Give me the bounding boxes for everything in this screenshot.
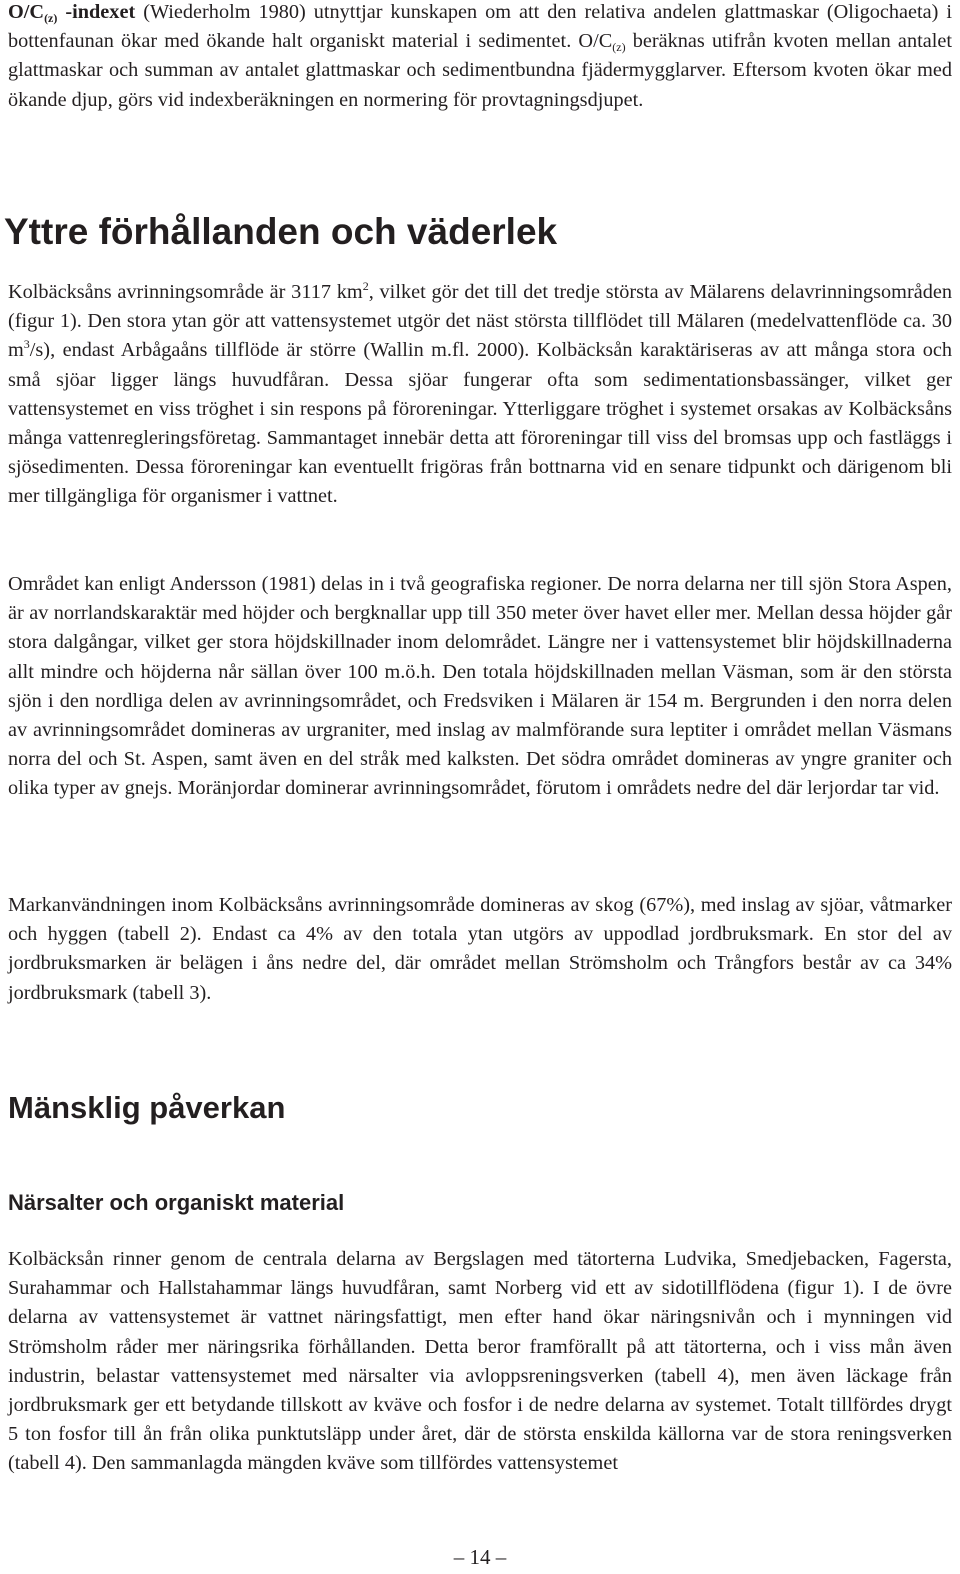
geographic-regions-paragraph: Området kan enligt Andersson (1981) delas in i två geografiska regioner. De norra delarna ner till sjön Stora Aspen, är av norrlandskaraktär med höjder och bergknallar upp till 350 meter över havet eller mer. Mellan dessa höjder går stora dalgångar, vilket ger stora höjdskillnader inom delområdet. Längre ner i vattensystemet blir höjdskillnaderna allt mindre och höjderna når sällan över 100 m.ö.h. Den totala höjdskillnaden mellan Väsman, som är den största sjön i den nordliga delen av avrinningsområdet, och Fredsviken i Mälaren är 154 m. Bergrunden i den norra delen av avrinningsområdet domineras av urgraniter, med inslag av malmförande sura leptiter i området mellan Väsmans norra del och St. Aspen, samt även en del stråk med kalksten. Det södra området domineras av yngre graniter och olika typer av gnejs. Moränjordar dominerar avrinningsområdet, förutom i områdets nedre del där lerjordar tar vid. — [8, 573, 952, 800]
page-number: – 14 – — [453, 1545, 507, 1569]
land-use-paragraph: Markanvändningen inom Kolbäcksåns avrinningsområde domineras av skog (67%), med inslag av sjöar, våtmarker och hyggen (tabell 2). Endast ca 4% av den totala ytan utgörs av uppodlad jordbruksmark. En stor del av jordbruksmarken är belägen i åns nedre del, där området mellan Strömsholm och Trångfors består av ca 34% jordbruksmark (tabell 3). — [8, 894, 952, 1004]
heading-yttre-forhallanden: Yttre förhållanden och väderlek — [4, 211, 558, 252]
heading-narsalter: Närsalter och organiskt material — [8, 1190, 345, 1215]
oc-index-paragraph: $O/C_{(z)}$ -indexet (Wiederholm 1980) utnyttjar kunskapen om att den relativa andelen glattmaskar (Oligochaeta) i bottenfaunan ökar med ökande halt organiskt material i sedimentet. $O/C_{(z)}$ beräknas utifrån kvoten mellan antalet glattmaskar och summan av antalet glattmaskar och sedimentbundna fjädermygglarver. Eftersom kvoten ökar med ökande djup, görs vid indexberäkningen en normering för provtagningsdjupet. — [8, 1, 953, 111]
heading-mansklig-paverkan: Mänsklig påverkan — [8, 1090, 286, 1125]
nutrients-paragraph: Kolbäcksån rinner genom de centrala delarna av Bergslagen med tätorterna Ludvika, Smedjebacken, Fagersta, Surahammar och Hallstahammar längs huvudfåran, samt Norberg vid ett av sidotillflödena (figur 1). I de övre delarna av vattensystemet är vattnet näringsfattigt, men efter hand ökar näringsnivån och i mynningen vid Strömsholm råder mer näringsrika förhållanden. Detta beror framförallt på att tätorterna, och i viss mån även industrin, belastar vattensystemet med närsalter via avloppsreningsverken (tabell 4), men även läckage från jordbruksmark ger ett betydande tillskott av kväve och fosfor i de nedre delarna av systemet. Totalt tillfördes drygt 5 ton fosfor till ån från olika punktutsläpp under året, där de största enskilda källorna var de stora reningsverken (tabell 4). Den sammanlagda mängden kväve som tillfördes vattensystemet — [8, 1248, 952, 1475]
oc-index-term: $O/C_{(z)}$ -indexet — [8, 1, 136, 25]
catchment-area-paragraph: Kolbäcksåns avrinningsområde är 3117 $km^2$, vilket gör det till det tredje största av Mälarens delavrinningsområden (figur 1). Den stora ytan gör att vattensystemet utgör det näst största tillflödet till Mälaren (medelvattenflöde ca. 30 $m^3/s$), endast Arbågaåns tillflöde är större (Wallin m.fl. 2000). Kolbäcksån karaktäriseras av att många stora och små sjöar ligger längs huvudfåran. Dessa sjöar fungerar ofta som sedimentationsbassänger, vilket ger vattensystemet en viss tröghet i sin respons på föroreningar. Ytterliggare tröghet i systemet orsakas av Kolbäcksåns många vattenregleringsföretag. Sammantaget innebär detta att föroreningar till viss del bromsas upp och fastläggs i sjösedimenten. Dessa föroreningar kan eventuellt frigöras från bottnarna vid en senare tidpunkt och därigenom bli mer tillgängliga för organismer i vattnet. — [8, 279, 952, 508]
